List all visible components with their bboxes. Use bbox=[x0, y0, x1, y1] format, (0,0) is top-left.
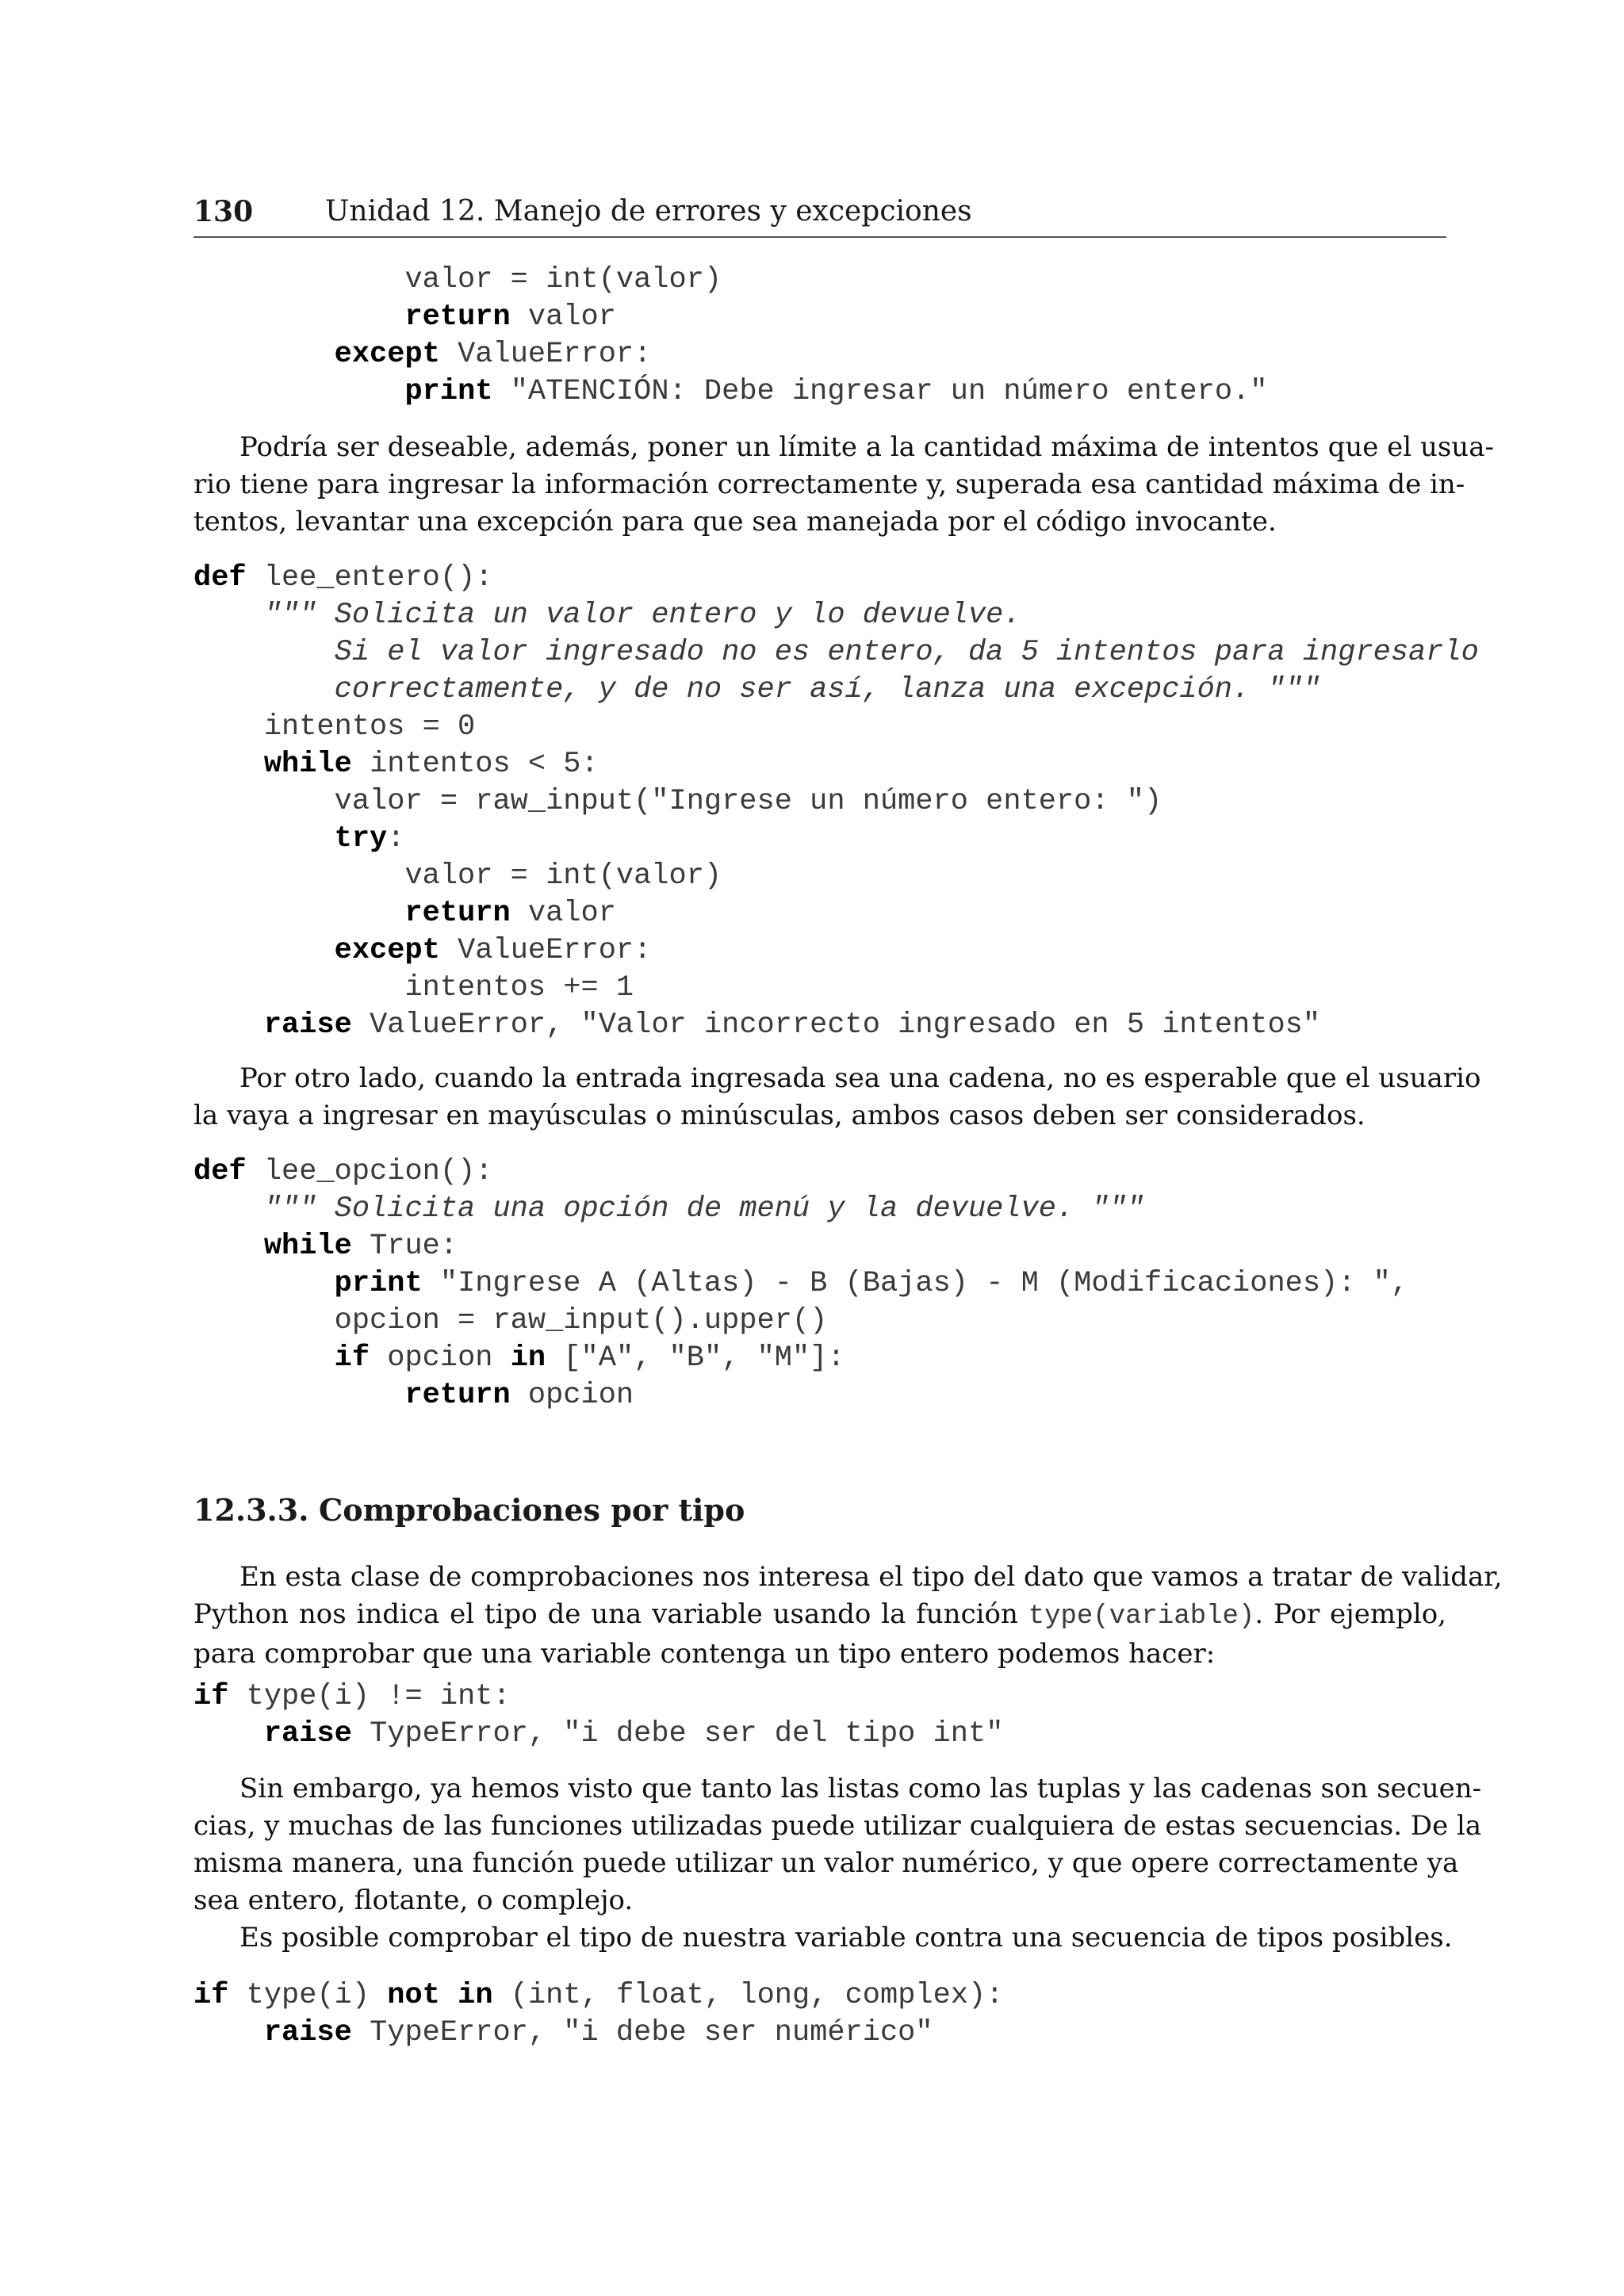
paragraph-line: Es posible comprobar el tipo de nuestra variable contra una secuencia de tipos posibles. bbox=[239, 1922, 1453, 1954]
code-line: if type(i) not in (int, float, long, complex): bbox=[193, 1979, 1004, 2012]
code-block-2 bbox=[193, 560, 1479, 1044]
code-line: except ValueError: bbox=[334, 338, 652, 371]
code-line: Si el valor ingresado no es entero, da 5 intentos para ingresarlo bbox=[193, 636, 1479, 669]
code-line: correctamente, y de no ser así, lanza una excepción. """ bbox=[193, 673, 1321, 706]
code-line: if opcion in ["A", "B", "M"]: bbox=[334, 1341, 845, 1375]
code-line: while intentos < 5: bbox=[263, 748, 599, 781]
running-header bbox=[193, 192, 1446, 238]
code-line: def lee_opcion(): bbox=[193, 1155, 493, 1188]
code-line: """ Solicita un valor entero y lo devuelve. bbox=[193, 599, 1021, 632]
code-line: """ Solicita una opción de menú y la devuelve. """ bbox=[193, 1192, 1144, 1226]
chapter-title: Unidad 12. Manejo de errores y excepciones bbox=[325, 195, 972, 228]
paragraph-line: la vaya a ingresar en mayúsculas o minúsculas, ambos casos deben ser considerados. bbox=[193, 1100, 1365, 1131]
code-line: opcion = raw_input().upper() bbox=[193, 1304, 828, 1337]
section-heading bbox=[193, 1492, 745, 1528]
section-title: Comprobaciones por tipo bbox=[319, 1492, 745, 1528]
paragraph-5 bbox=[193, 1919, 1453, 1957]
paragraph-line: cias, y muchas de las funciones utilizadas puede utilizar cualquiera de estas secuencias. De la bbox=[193, 1810, 1482, 1842]
code-block-5 bbox=[193, 1977, 1003, 2052]
page-number: 130 bbox=[193, 195, 254, 228]
code-line: valor = raw_input("Ingrese un número entero: ") bbox=[193, 785, 1162, 818]
inline-code: type(variable) bbox=[1028, 1601, 1255, 1632]
paragraph-line: sea entero, flotante, o complejo. bbox=[193, 1885, 634, 1916]
paragraph-line: Python nos indica el tipo de una variable usando la función type(variable). Por ejemplo, bbox=[193, 1598, 1446, 1632]
code-line: try: bbox=[334, 822, 405, 855]
code-line: return opcion bbox=[404, 1379, 634, 1412]
code-line: raise ValueError, "Valor incorrecto ingresado en 5 intentos" bbox=[263, 1008, 1321, 1042]
paragraph-1 bbox=[193, 429, 1494, 541]
code-line: intentos += 1 bbox=[193, 971, 634, 1004]
code-line: raise TypeError, "i debe ser del tipo int" bbox=[263, 1717, 1004, 1751]
code-line: if type(i) != int: bbox=[193, 1680, 511, 1713]
section-number: 12.3.3. bbox=[193, 1492, 309, 1528]
paragraph-line: para comprobar que una variable contenga un tipo entero podemos hacer: bbox=[193, 1638, 1216, 1670]
code-line: intentos = 0 bbox=[193, 710, 476, 744]
code-line: while True: bbox=[263, 1230, 458, 1263]
code-line: valor = int(valor) bbox=[193, 859, 722, 893]
code-line: print "Ingrese A (Altas) - B (Bajas) - M (Modificaciones): ", bbox=[334, 1267, 1409, 1300]
code-block-3 bbox=[193, 1154, 1408, 1414]
paragraph-line: tentos, levantar una excepción para que sea manejada por el código invocante. bbox=[193, 506, 1277, 538]
code-block-4 bbox=[193, 1678, 1003, 1753]
paragraph-line: Sin embargo, ya hemos visto que tanto las listas como las tuplas y las cadenas son secuen- bbox=[239, 1773, 1482, 1804]
paragraph-line: Podría ser deseable, además, poner un límite a la cantidad máxima de intentos que el usua- bbox=[239, 431, 1494, 463]
paragraph-line: En esta clase de comprobaciones nos interesa el tipo del dato que vamos a tratar de validar, bbox=[239, 1561, 1503, 1593]
code-line: def lee_entero(): bbox=[193, 561, 493, 595]
paragraph-line: misma manera, una función puede utilizar un valor numérico, y que opere correctamente ya bbox=[193, 1847, 1459, 1879]
paragraph-4 bbox=[193, 1770, 1482, 1919]
code-line: except ValueError: bbox=[334, 934, 652, 967]
paragraph-2 bbox=[193, 1060, 1481, 1135]
code-line: print "ATENCIÓN: Debe ingresar un número entero." bbox=[404, 375, 1268, 408]
code-block-1 bbox=[193, 262, 1267, 411]
paragraph-3 bbox=[193, 1559, 1503, 1673]
code-line: valor = int(valor) bbox=[193, 263, 722, 297]
paragraph-line: rio tiene para ingresar la información correctamente y, superada esa cantidad máxima de in- bbox=[193, 469, 1465, 500]
paragraph-line: Por otro lado, cuando la entrada ingresada sea una cadena, no es esperable que el usuario bbox=[239, 1062, 1481, 1094]
code-line: return valor bbox=[404, 300, 616, 334]
code-line: return valor bbox=[404, 897, 616, 930]
code-line: raise TypeError, "i debe ser numérico" bbox=[263, 2016, 933, 2049]
